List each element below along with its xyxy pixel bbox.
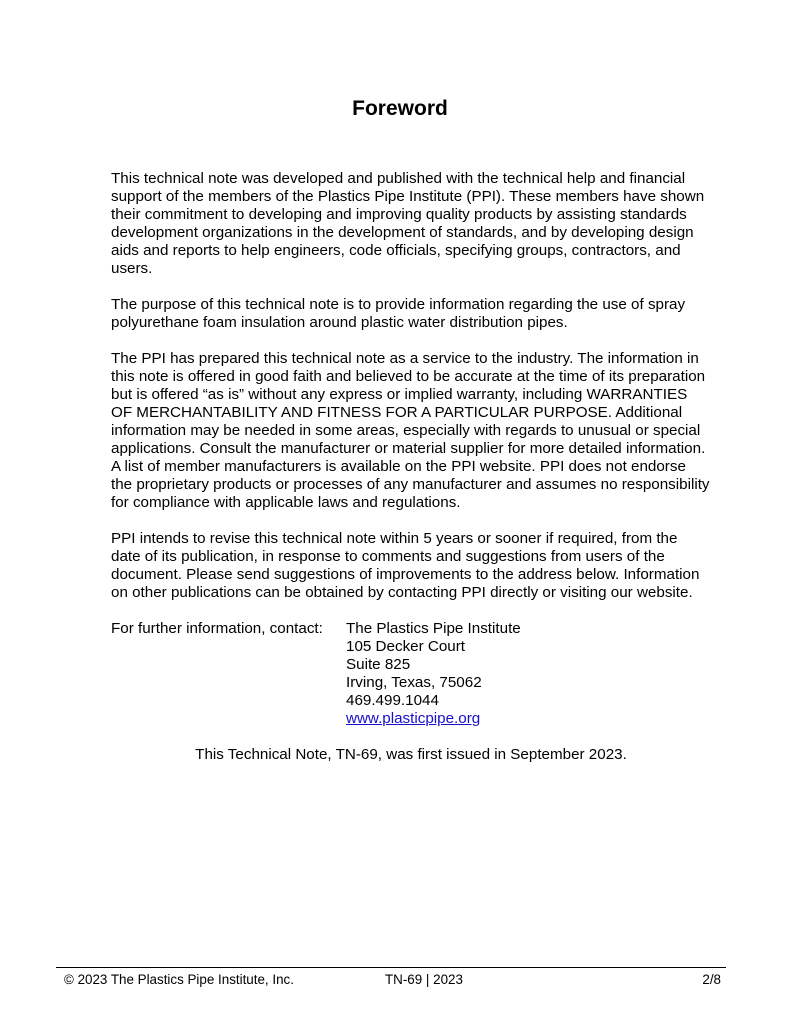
contact-address: [346, 620, 521, 728]
paragraph-intro: This technical note was developed and published with the technical help and financial support of the members of the Plastics Pipe Institute (PPI). These members have shown their commitment to developing and improving quality products by assisting standards development organizations in the development of standards, and by developing design aids and reports to help engineers, code officials, specifying groups, contractors, and users.: [111, 170, 705, 277]
contact-phone: 469.499.1044: [346, 692, 439, 709]
page-title: Foreword: [352, 97, 448, 120]
contact-city: Irving, Texas, 75062: [346, 674, 482, 691]
document-body: [111, 170, 711, 764]
paragraph-purpose: The purpose of this technical note is to provide information regarding the use of spray polyurethane foam insulation around plastic water distribution pipes.: [111, 296, 686, 331]
contact-organization: The Plastics Pipe Institute: [346, 620, 521, 637]
footer-divider: [56, 967, 726, 968]
issued-note: This Technical Note, TN-69, was first issued in September 2023.: [195, 746, 627, 763]
paragraph-disclaimer: The PPI has prepared this technical note as a service to the industry. The information in this note is offered in good faith and believed to be accurate at the time of its preparation but is offered “as is” without any express or implied warranty, including WARRANTIES OF MERCHANTABILITY AND FITNESS FOR A PARTICULAR PURPOSE. Additional information may be needed in some areas, especially with regards to unusual or special applications. Consult the manufacturer or material supplier for more detailed information. A list of member manufacturers is available on the PPI website. PPI does not endorse the proprietary products or processes of any manufacturer and assumes no responsibility for compliance with applicable laws and regulations.: [111, 350, 710, 511]
footer-doc-id: TN-69 | 2023: [385, 972, 463, 987]
paragraph-revision: PPI intends to revise this technical note within 5 years or sooner if required, from the date of its publication, in response to comments and suggestions from users of the document. Please send suggestions of improvements to the address below. Information on other publications can be obtained by contacting PPI directly or visiting our website.: [111, 530, 700, 601]
contact-block: [111, 620, 711, 728]
footer-page-number: 2/8: [702, 972, 721, 987]
contact-label: For further information, contact:: [111, 620, 323, 637]
website-link[interactable]: www.plasticpipe.org: [346, 710, 481, 727]
contact-street: 105 Decker Court: [346, 638, 466, 655]
footer-copyright: © 2023 The Plastics Pipe Institute, Inc.: [64, 972, 294, 987]
contact-suite: Suite 825: [346, 656, 411, 673]
